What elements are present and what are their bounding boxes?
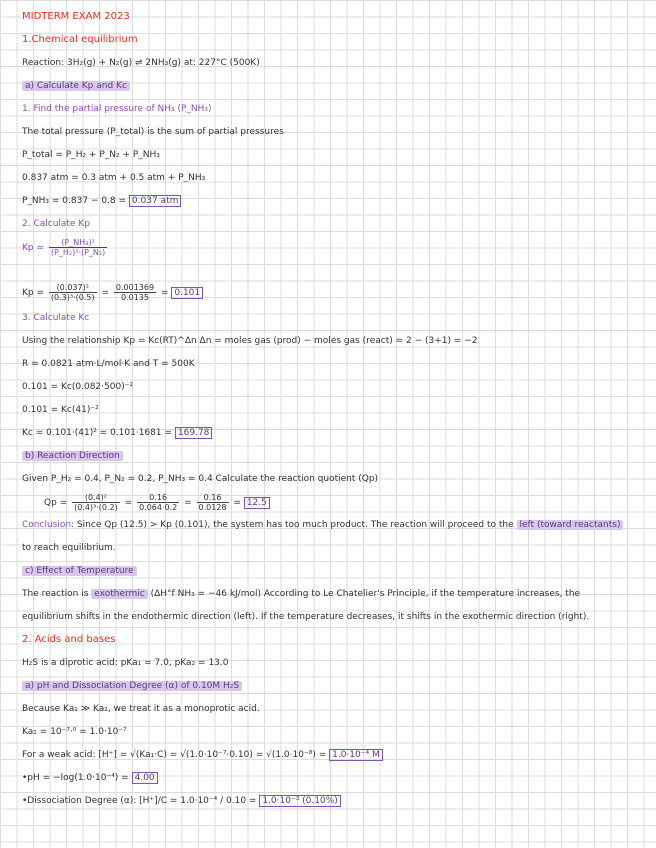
section2-intro: H₂S is a diprotic acid: pKa₁ = 7.0, pKa₂ = 13.0 bbox=[22, 658, 229, 668]
kp-calc-label: Kp = bbox=[22, 288, 45, 298]
kp-calc-num-1: (0.037)² bbox=[49, 283, 97, 293]
kp-result-box: 0.101 bbox=[171, 287, 203, 299]
part-c-line1-start: The reaction is bbox=[22, 589, 89, 599]
qp-num-3: 0.16 bbox=[197, 493, 229, 503]
kp-formula bbox=[22, 234, 654, 262]
kp-denominator: (P_H₂)³·(P_N₂) bbox=[50, 248, 106, 257]
section1-heading: 1.Chemical equilibrium bbox=[22, 34, 138, 45]
part-b-heading: b) Reaction Direction bbox=[22, 451, 123, 461]
exothermic-highlight: exothermic bbox=[91, 589, 147, 599]
section2-ka: Ka₁ = 10⁻⁷·⁰ = 1.0·10⁻⁷ bbox=[22, 727, 127, 737]
conclusion-line bbox=[22, 519, 654, 531]
kp-numerator: (P_NH₃)² bbox=[49, 238, 107, 248]
step3-eq1: 0.101 = Kc(0.082·500)⁻² bbox=[22, 382, 134, 392]
step3-heading: 3. Calculate Kc bbox=[22, 313, 90, 323]
dissociation-result-box: 1.0·10⁻³ (0.10%) bbox=[259, 795, 340, 807]
step3-relation: Using the relationship Kp = Kc(RT)^Δn Δn = moles gas (prod) − moles gas (react) = 2 − (3+1) = −2 bbox=[22, 336, 478, 346]
step3-constants: R = 0.0821 atm·L/mol·K and T = 500K bbox=[22, 359, 195, 369]
kp-calc-fraction-1 bbox=[49, 283, 97, 302]
step1-explanation: The total pressure (P_total) is the sum of partial pressures bbox=[22, 127, 284, 137]
kp-calc-den-2: 0.0135 bbox=[120, 293, 149, 302]
conclusion-text: Since Qp (12.5) > Kp (0.101), the system has too much product. The reaction will proceed to the bbox=[76, 520, 514, 530]
step1-result-box: 0.037 atm bbox=[129, 195, 181, 207]
step1-heading: 1. Find the partial pressure of NH₃ (P_NH₃) bbox=[22, 104, 212, 114]
qp-result-box: 12.5 bbox=[244, 497, 270, 509]
qp-calculation: Qp = $\frac{\text{(0.4)²}}{\text{(0.4)³·(0.2)}}$ = $\frac{0.16}{0.064\cdot 0.2}$ = $\frac{0.16}{0.0128}$ = 12.5 bbox=[44, 490, 654, 516]
qp-den-3: 0.0128 bbox=[198, 503, 227, 512]
step2-heading: 2. Calculate Kp bbox=[22, 219, 90, 229]
part-c-line1 bbox=[22, 588, 654, 600]
section2-part-a-heading: a) pH and Dissociation Degree (α) of 0.10M H₂S bbox=[22, 681, 242, 691]
step1-eq1: P_total = P_H₂ + P_N₂ + P_NH₃ bbox=[22, 150, 160, 160]
qp-fraction-3 bbox=[197, 493, 229, 512]
qp-num-1: (0.4)² bbox=[72, 493, 120, 503]
part-c-line1-rest: (ΔH°f NH₃ = −46 kJ/mol) According to Le Chatelier's Principle, if the temperature increases, the bbox=[150, 589, 581, 599]
ph-result-box: 4.00 bbox=[132, 772, 158, 784]
kc-result-box: 169.78 bbox=[175, 427, 213, 439]
step1-eq2: 0.837 atm = 0.3 atm + 0.5 atm + P_NH₃ bbox=[22, 173, 206, 183]
step1-eq3: P_NH₃ = 0.837 − 0.8 = bbox=[22, 196, 127, 206]
section2-because: Because Ka₁ ≫ Ka₂, we treat it as a monoprotic acid. bbox=[22, 704, 260, 714]
section2-dissociation: •Dissociation Degree (α): [H⁺]/C = 1.0·10⁻⁴ / 0.10 = bbox=[22, 796, 257, 806]
step3-eq2: 0.101 = Kc(41)⁻² bbox=[22, 405, 99, 415]
kp-calc-den-1: (0.3)³·(0.5) bbox=[50, 293, 95, 302]
part-c-heading: c) Effect of Temperature bbox=[22, 566, 137, 576]
conclusion-highlight: left (toward reactants) bbox=[517, 520, 624, 530]
kp-calc-fraction-2 bbox=[114, 283, 156, 302]
step3-eq3: Kc = 0.101·(41)² = 0.101·1681 = bbox=[22, 428, 173, 438]
part-c-line2: equilibrium shifts in the endothermic direction (left). If the temperature decreases, it shifts in the exothermic direction (right). bbox=[22, 612, 590, 622]
page-title: MIDTERM EXAM 2023 bbox=[22, 11, 130, 22]
qp-fraction-2 bbox=[137, 493, 179, 512]
qp-fraction-1 bbox=[72, 493, 120, 512]
part-a-heading: a) Calculate Kp and Kc bbox=[22, 81, 130, 91]
qp-num-2: 0.16 bbox=[137, 493, 179, 503]
section2-heading: 2. Acids and bases bbox=[22, 634, 116, 645]
section2-ph: •pH = −log(1.0·10⁻⁴) = bbox=[22, 773, 129, 783]
conclusion-end: to reach equilibrium. bbox=[22, 543, 116, 553]
conclusion-label: Conclusion: bbox=[22, 520, 75, 530]
h-concentration-box: 1.0·10⁻⁴ M bbox=[329, 749, 383, 761]
kp-calc-num-2: 0.001369 bbox=[115, 283, 155, 292]
kp-fraction bbox=[49, 238, 107, 257]
reaction-line: Reaction: 3H₂(g) + N₂(g) ⇌ 2NH₃(g) at: 227°C (500K) bbox=[22, 58, 260, 68]
qp-label: Qp = bbox=[44, 498, 68, 508]
qp-den-2: 0.064·0.2 bbox=[139, 503, 178, 512]
qp-den-1: (0.4)³·(0.2) bbox=[74, 503, 118, 512]
part-b-given: Given P_H₂ = 0.4, P_N₂ = 0.2, P_NH₃ = 0.4 Calculate the reaction quotient (Qp) bbox=[22, 474, 379, 484]
kp-calculation: Kp = $\frac{\text{(0.037)²}}{\text{(0.3)³·(0.5)}}$ = $\frac{0.001369}{0.0135}$ = 0.101 bbox=[22, 278, 654, 308]
kp-label: Kp = bbox=[22, 243, 45, 253]
section2-weak-acid: For a weak acid: [H⁺] = √(Ka₁·C) = √(1.0·10⁻⁷·0.10) = √(1.0·10⁻⁸) = bbox=[22, 750, 327, 760]
